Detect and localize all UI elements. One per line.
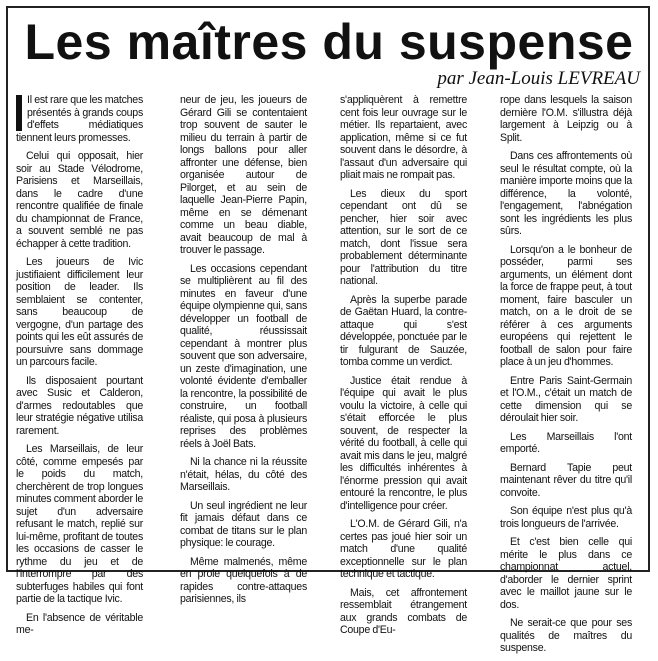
paragraph: Il est rare que les matches présentés à grands coups d'effets médiatiques tiennent leurs promesses. — [16, 94, 143, 144]
paragraph: Dans ces affrontements où seul le résultat compte, où la manière importe moins que la différence, la volonté, l'engagement, l'abnégation sont les ingrédients les plus sûrs. — [500, 150, 632, 237]
paragraph: Un seul ingrédient ne leur fit jamais défaut dans ce combat de titans sur le plan physique: le courage. — [180, 499, 307, 549]
column-4 — [500, 94, 632, 661]
paragraph: Lorsqu'on a le bonheur de posséder, parmi ses arguments, un élément dont la force de frappe peut, à tout moment, faire basculer un match, on a le droit de se référer à ces arguments européens qui rejettent le football de salon pour faire place à un jeu d'hommes. — [500, 243, 632, 368]
paragraph: Les occasions cependant se multiplièrent au fil des minutes en faveur d'une équipe olympienne qui, sans développer un football de qualité, réussissait cependant à montrer plus souvent que son adversaire, un zeste d'imagination, une volonté évidente d'emballer la rencontre, la possibilité de construire, un football réaliste, qui posa à plusieurs reprises des problèmes réels à Joël Bats. — [180, 262, 307, 450]
paragraph: Ni la chance ni la réussite n'était, hélas, du côté des Marseillais. — [180, 456, 307, 493]
paragraph: Entre Paris Saint-Germain et l'O.M., c'était un match de cette dimension qui se déroulait hier soir. — [500, 374, 632, 424]
paragraph: rope dans lesquels la saison dernière l'O.M. s'illustra déjà largement à Leipzig ou à Split. — [500, 94, 632, 144]
paragraph: Les Marseillais l'ont emporté. — [500, 430, 632, 455]
paragraph: Les joueurs de Ivic justifiaient difficilement leur position de leader. Ils semblaient se contenter, sans beaucoup de vergogne, d'un partage des points qui les eût assurés de poursuivre sans dommage un parcours facile. — [16, 256, 143, 368]
column-2 — [180, 94, 307, 612]
paragraph: Les Marseillais, de leur côté, comme empesés par le poids du match, cherchèrent de trop longues minutes comment aborder le sujet d'un adversaire refusant le match, replié sur lui-même, profitant de toutes les occasions de casser le rythme du jeu et de l'interrompre par des subterfuges habiles qui font partie de la tactique Ivic. — [16, 443, 143, 605]
paragraph: neur de jeu, les joueurs de Gérard Gili se contentaient trop souvent de sauter le milieu du terrain à partir de longs ballons pour aller affronter une défense, bien organisée autour de Pilorget, et au sein de laquelle Jean-Pierre Papin, même en se démenant comme un beau diable, avait beaucoup de mal à trouver le passage. — [180, 94, 307, 256]
paragraph: s'appliquèrent à remettre cent fois leur ouvrage sur le métier. Ils repartaient, avec application, même si ce fut souvent dans le désordre, à l'assaut d'un adversaire qui pliait mais ne rompait pas. — [340, 94, 467, 181]
paragraph: Mais, cet affrontement ressemblait étrangement aux grands combats de Coupe d'Eu- — [340, 586, 467, 636]
paragraph: Et c'est bien celle qui mérite le plus dans ce championnat actuel, d'aborder le dernier sprint avec le maillot jaune sur le dos. — [500, 536, 632, 611]
paragraph: Les dieux du sport cependant ont dû se pencher, hier soir avec attention, sur le sort de ce match, dont l'issue sera probablement déterminante pour l'attribution du titre national. — [340, 187, 467, 287]
paragraph: Son équipe n'est plus qu'à trois longueurs de l'arrivée. — [500, 505, 632, 530]
paragraph: Ne serait-ce que pour ses qualités de maîtres du suspense. — [500, 617, 632, 654]
paragraph: Justice était rendue à l'équipe qui avait le plus voulu la victoire, à celle qui s'était efforcée le plus souvent, de respecter la vérité du football, à celle qui avait mis dans le jeu, malgré les difficultés inhérentes à l'énorme pression qui avait entouré la rencontre, le plus d'intelligence pour créer. — [340, 374, 467, 512]
headline: Les maîtres du suspense — [24, 14, 634, 70]
paragraph: Ils disposaient pourtant avec Susic et Calderon, d'armes redoutables que leur stratégie négative utilisa rarement. — [16, 374, 143, 437]
paragraph: Même malmenés, même en proie quelquefois à de rapides contre-attaques parisiennes, ils — [180, 555, 307, 605]
paragraph: Après la superbe parade de Gaëtan Huard, la contre-attaque qui s'est développée, ponctuée par le tir fulgurant de Sauzée, tomba comme un verdict. — [340, 293, 467, 368]
column-1 — [16, 94, 143, 643]
paragraph: L'O.M. de Gérard Gili, n'a certes pas joué hier soir un match d'une qualité exceptionnelle sur le plan technique et tactique. — [340, 518, 467, 580]
byline: par Jean-Louis LEVREAU — [437, 68, 640, 89]
paragraph: Bernard Tapie peut maintenant rêver du titre qu'il convoite. — [500, 461, 632, 499]
paragraph: En l'absence de véritable me- — [16, 611, 143, 636]
column-3 — [340, 94, 467, 643]
paragraph: Celui qui opposait, hier soir au Stade Vélodrome, Parisiens et Marseillais, dans le cadre d'une rencontre qualifiée de finale du championnat de France, a souvent semblé ne pas échapper à cette tradition. — [16, 150, 143, 250]
drop-cap-bar — [16, 95, 22, 131]
